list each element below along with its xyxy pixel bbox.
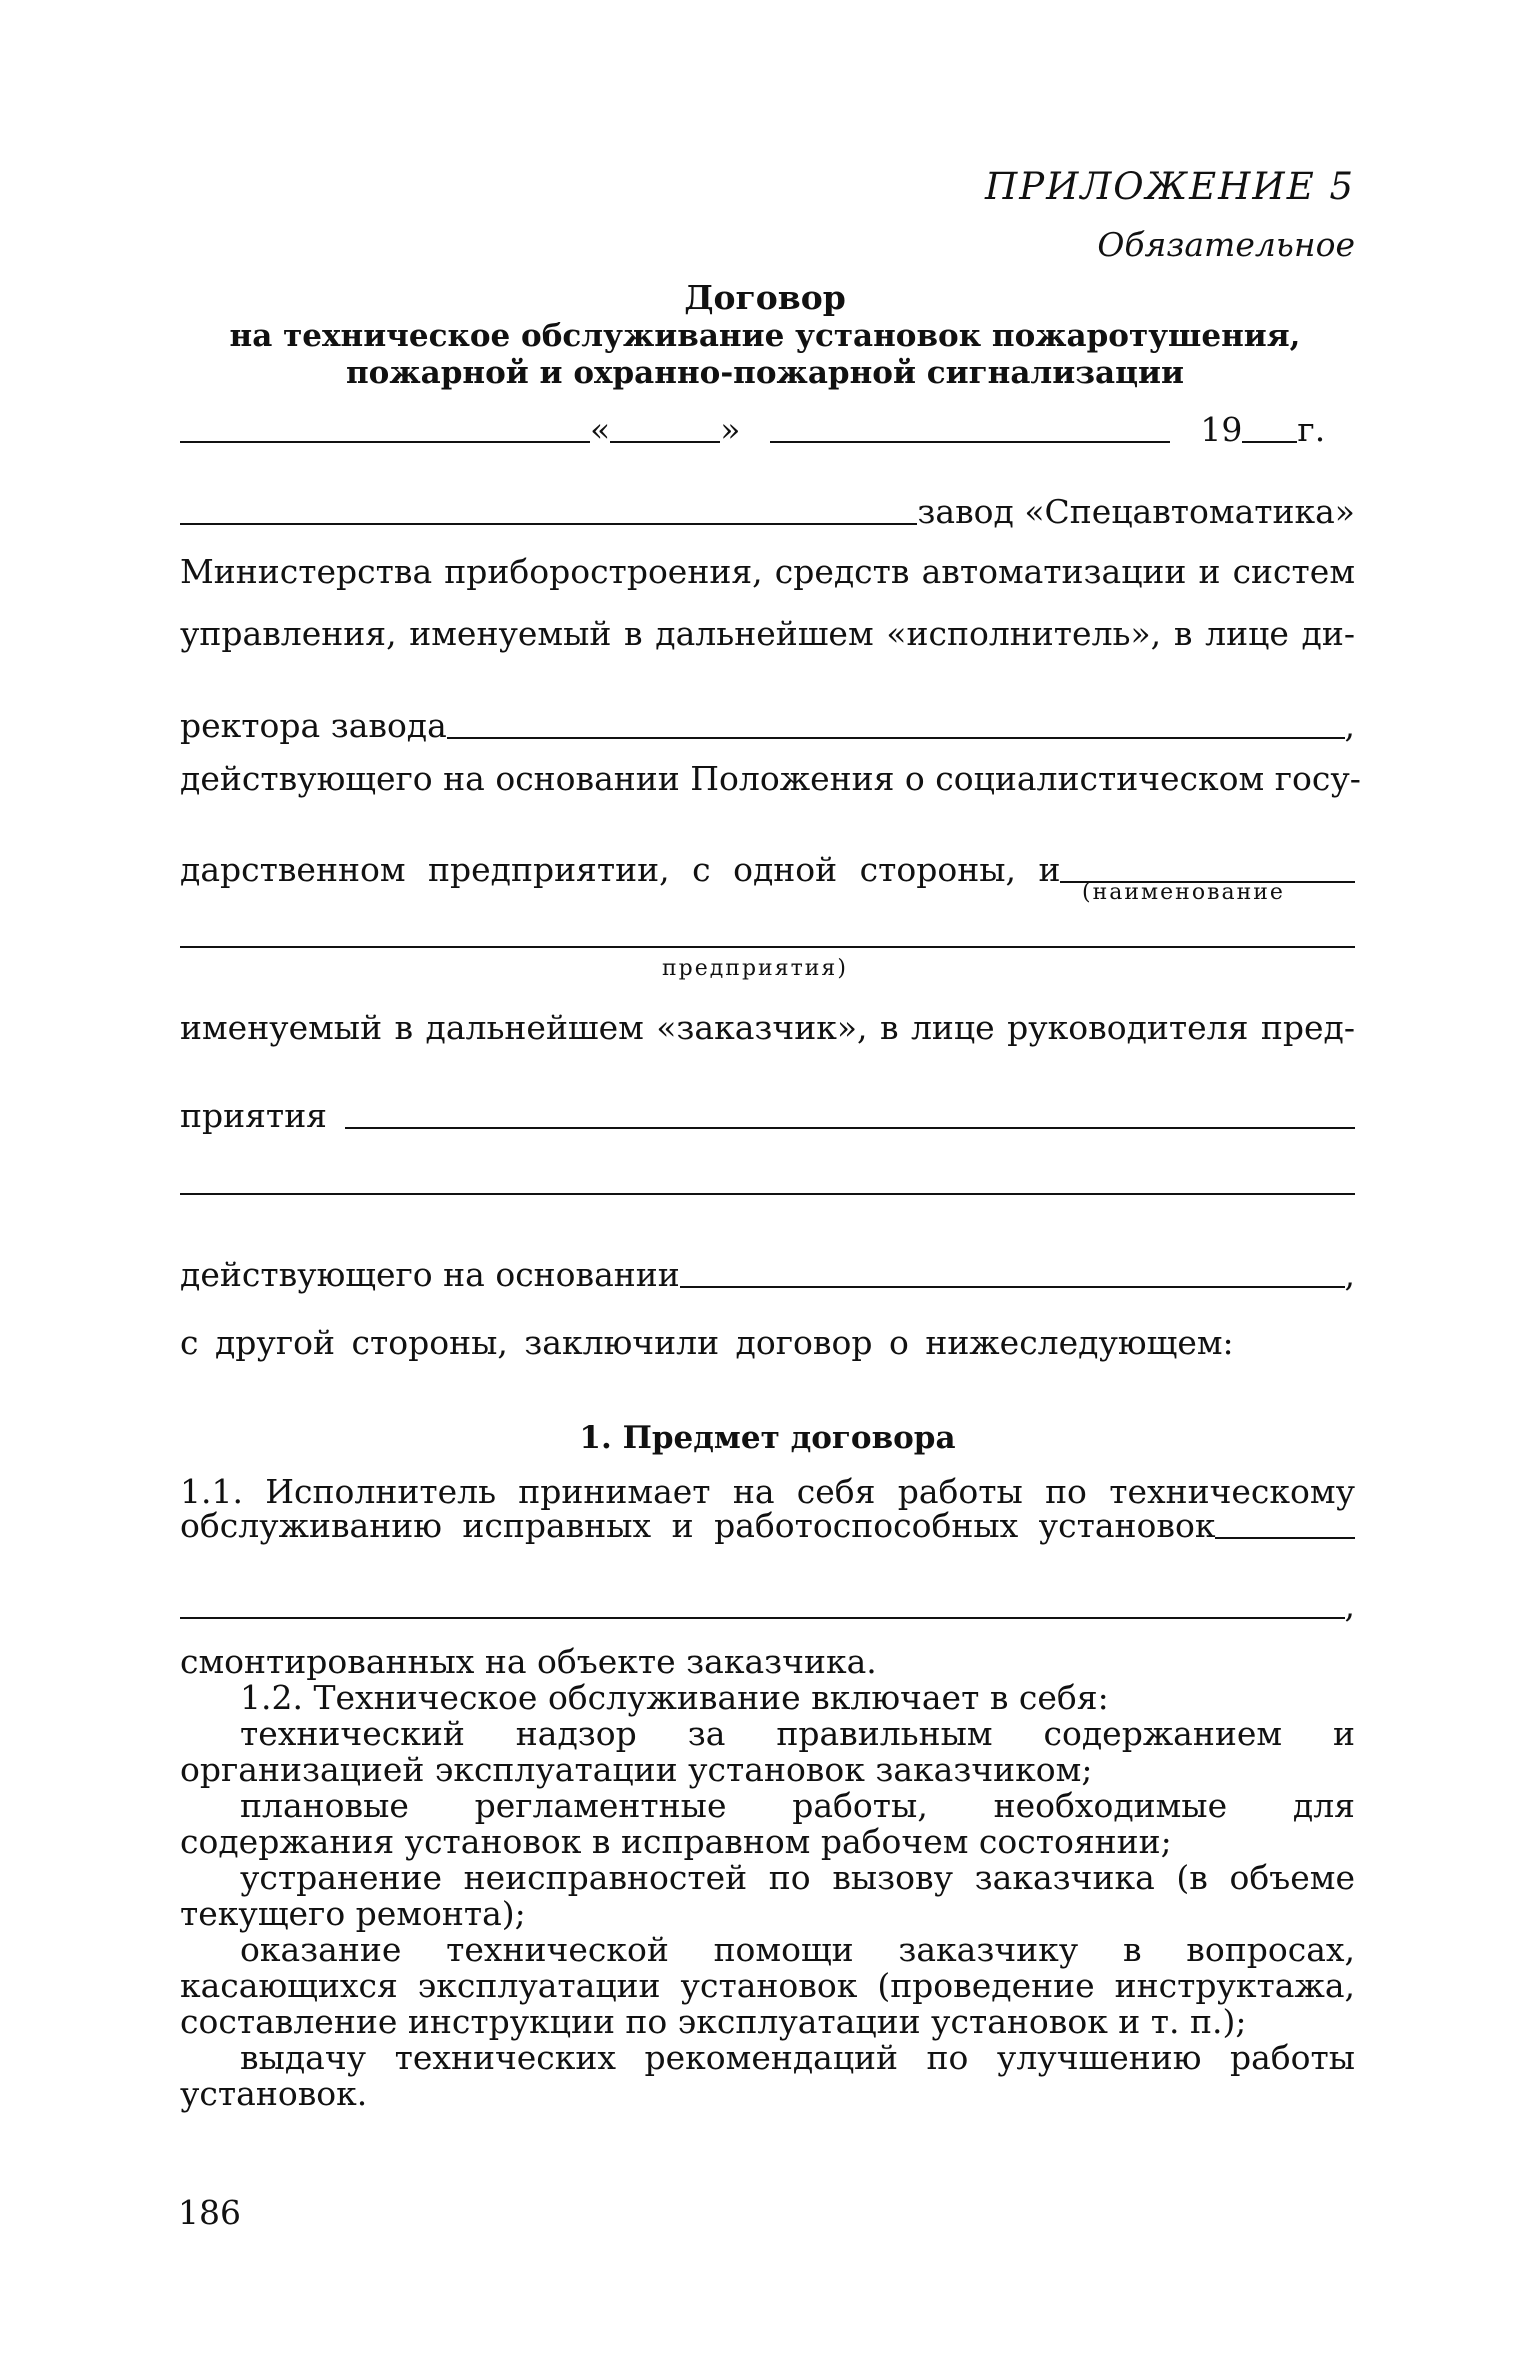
year-prefix: 19 (1200, 410, 1243, 449)
director-comma: , (1344, 706, 1355, 745)
contractor-name-blank[interactable] (180, 523, 917, 525)
body-line-3: управления, именуемый в дальнейшем «исполнитель», в лице ди- (180, 614, 1355, 653)
clause-1-1-line-3 (180, 1584, 1355, 1628)
page-number: 186 (178, 2193, 241, 2232)
caption-name: (наименование (1082, 880, 1285, 905)
basis-comma: , (1344, 1255, 1355, 1294)
body-line-7: именуемый в дальнейшем «заказчик», в лице руководителя пред- (180, 1008, 1355, 1047)
quote-close: » (720, 410, 741, 449)
body-line-10: с другой стороны, заключили договор о нижеследующем: (180, 1323, 1234, 1362)
list-item: технический надзор за правильным содержанием и организацией эксплуатации установок заказчиком; (180, 1714, 1355, 1789)
body-line-1 (180, 490, 1355, 534)
clause-1-1-line-1: 1.1. Исполнитель принимает на себя работы по техническому (180, 1472, 1355, 1511)
manager-name-blank[interactable] (345, 1127, 1355, 1129)
title-line-3: пожарной и охранно-пожарной сигнализации (345, 355, 1185, 391)
manager-name-blank-2[interactable] (180, 1193, 1355, 1195)
enterprise-label: приятия (180, 1096, 328, 1135)
installations-blank-2[interactable] (180, 1617, 1345, 1619)
year-suffix: г. (1297, 410, 1326, 449)
quote-open: « (590, 410, 611, 449)
list-item: плановые регламентные работы, необходимые для содержания установок в исправном рабочем состоянии; (180, 1786, 1355, 1861)
body-line-5: действующего на основании Положения о социалистическом госу- (180, 759, 1361, 798)
customer-name-blank-2[interactable] (180, 946, 1355, 948)
list-item: оказание технической помощи заказчику в вопросах, касающихся эксплуатации установок (проведение инструктажа, составление инструкции по эксплуатации установок и т. п.); (180, 1930, 1355, 2041)
one-side-text: дарственном предприятии, с одной стороны, и (180, 850, 1061, 889)
basis-label: действующего на основании (180, 1255, 680, 1294)
clause-1-1-line-2 (180, 1504, 1355, 1548)
document-title (170, 278, 1360, 392)
section-heading: 1. Предмет договора (579, 1420, 956, 1456)
list-item: устранение неисправностей по вызову заказчика (в объеме текущего ремонта); (180, 1858, 1355, 1933)
year-blank[interactable] (1242, 441, 1297, 443)
date-line (180, 408, 1355, 452)
installations-blank[interactable] (1215, 1537, 1355, 1539)
appendix-label: ПРИЛОЖЕНИЕ 5 (984, 165, 1355, 208)
clause-text (180, 1644, 1355, 2112)
title-line-2: на техническое обслуживание установок пожаротушения, (229, 318, 1301, 354)
body-line-4 (180, 704, 1355, 748)
installations-text: обслуживанию исправных и работоспособных установок (180, 1506, 1216, 1545)
director-name-blank[interactable] (447, 737, 1345, 739)
plant-name: завод «Спецавтоматика» (917, 492, 1355, 531)
day-blank[interactable] (610, 441, 720, 443)
caption-enterprise: предприятия) (662, 956, 848, 981)
title-main: Договор (684, 278, 846, 317)
place-blank[interactable] (180, 441, 590, 443)
body-line-8 (180, 1094, 1355, 1138)
clause-1-2: 1.2. Техническое обслуживание включает в себя: (240, 1678, 1109, 1717)
installations-comma: , (1344, 1586, 1355, 1625)
mandatory-label: Обязательное (1097, 225, 1355, 264)
list-item: выдачу технических рекомендаций по улучшению работы установок. (180, 2038, 1355, 2113)
clause-1-1-end: смонтированных на объекте заказчика. (180, 1642, 877, 1681)
basis-blank[interactable] (680, 1286, 1345, 1288)
body-line-9 (180, 1253, 1355, 1297)
month-blank[interactable] (770, 441, 1170, 443)
body-line-2: Министерства приборостроения, средств автоматизации и систем (180, 552, 1355, 591)
director-label: ректора завода (180, 706, 447, 745)
